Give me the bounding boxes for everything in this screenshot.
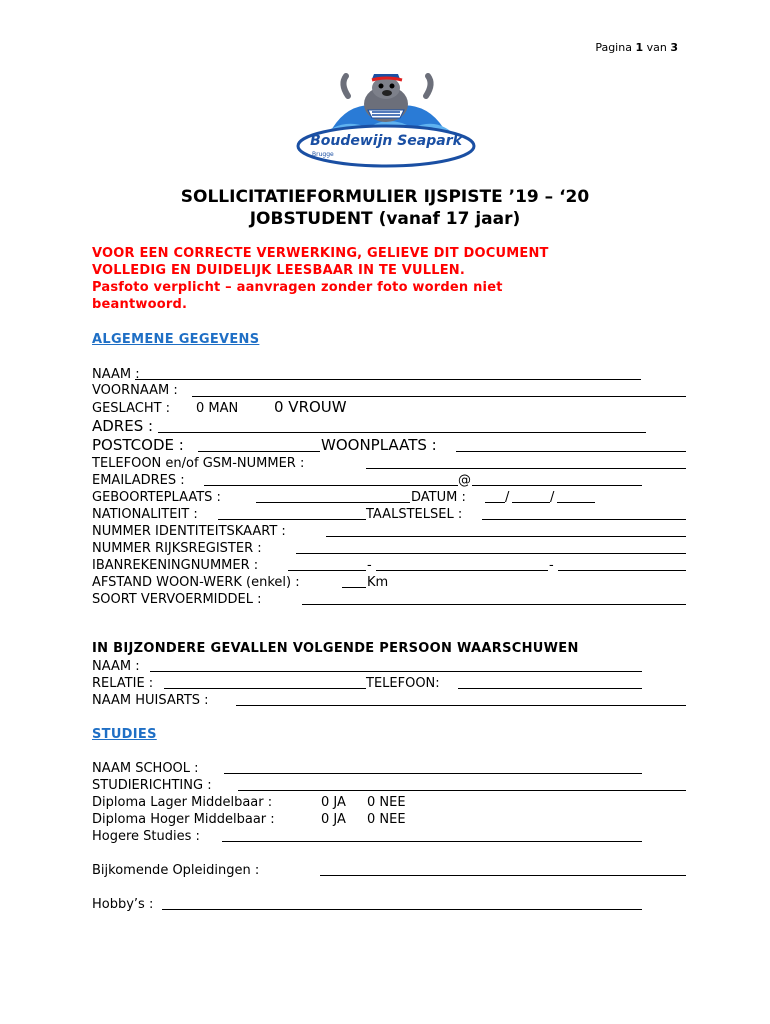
field-noodcontact-naam[interactable]: [150, 671, 642, 672]
label-studierichting: STUDIERICHTING :: [92, 778, 212, 793]
form-title: SOLLICITATIEFORMULIER IJSPISTE ’19 – ‘20 JOBSTUDENT (vanaf 17 jaar): [180, 187, 590, 229]
field-telefoon[interactable]: [366, 468, 686, 469]
field-huisarts[interactable]: [236, 705, 686, 706]
field-datum-dag[interactable]: [485, 502, 505, 503]
seapark-logo: [288, 66, 484, 170]
datum-slash-2: /: [550, 490, 555, 505]
field-voornaam[interactable]: [192, 396, 686, 397]
logo-wordmark: Boudewijn Seapark: [310, 133, 462, 149]
email-at-sign: @: [458, 473, 471, 488]
field-postcode[interactable]: [198, 451, 320, 452]
field-afstand[interactable]: [342, 587, 366, 588]
option-lager-nee[interactable]: 0 NEE: [367, 795, 406, 810]
label-datum: DATUM :: [411, 490, 466, 505]
field-datum-jaar[interactable]: [557, 502, 595, 503]
field-studierichting[interactable]: [238, 790, 686, 791]
label-huisarts: NAAM HUISARTS :: [92, 693, 209, 708]
unit-km: Km: [367, 575, 389, 590]
field-bijkomende[interactable]: [320, 875, 686, 876]
field-datum-maand[interactable]: [512, 502, 550, 503]
label-bijkomende: Bijkomende Opleidingen :: [92, 863, 260, 878]
field-iban-1[interactable]: [288, 570, 366, 571]
label-school: NAAM SCHOOL :: [92, 761, 199, 776]
label-naam: NAAM :: [92, 367, 140, 382]
label-email: EMAILADRES :: [92, 473, 185, 488]
option-vrouw[interactable]: 0 VROUW: [274, 398, 347, 416]
label-taalstelsel: TAALSTELSEL :: [366, 507, 463, 522]
label-diploma-lager: Diploma Lager Middelbaar :: [92, 795, 273, 810]
label-telefoon: TELEFOON en/of GSM-NUMMER :: [92, 456, 305, 471]
field-adres[interactable]: [158, 432, 646, 433]
iban-dash-1: -: [367, 558, 372, 573]
option-man[interactable]: 0 MAN: [196, 401, 239, 416]
label-relatie: RELATIE :: [92, 676, 154, 691]
field-taalstelsel[interactable]: [482, 519, 686, 520]
field-vervoer[interactable]: [302, 604, 686, 605]
field-email-user[interactable]: [204, 485, 458, 486]
option-hoger-nee[interactable]: 0 NEE: [367, 812, 406, 827]
field-geboorteplaats[interactable]: [256, 502, 410, 503]
label-vervoer: SOORT VERVOERMIDDEL :: [92, 592, 262, 607]
label-identiteitskaart: NUMMER IDENTITEITSKAART :: [92, 524, 286, 539]
label-geslacht: GESLACHT :: [92, 401, 171, 416]
label-hobbys: Hobby’s :: [92, 897, 154, 912]
label-adres: ADRES :: [92, 417, 154, 435]
label-hogere-studies: Hogere Studies :: [92, 829, 200, 844]
section-heading-emergency: IN BIJZONDERE GEVALLEN VOLGENDE PERSOON WAARSCHUWEN: [92, 641, 579, 656]
field-rijksregister[interactable]: [296, 553, 686, 554]
field-email-domain[interactable]: [472, 485, 642, 486]
section-heading-studies: STUDIES: [92, 727, 157, 742]
iban-dash-2: -: [549, 558, 554, 573]
warning-text: VOOR EEN CORRECTE VERWERKING, GELIEVE DIT DOCUMENT VOLLEDIG EN DUIDELIJK LEESBAAR IN TE VULLEN. Pasfoto verplicht – aanvragen zonder foto worden niet beantwoord.: [92, 246, 549, 312]
field-hobbys[interactable]: [162, 909, 642, 910]
label-geboorteplaats: GEBOORTEPLAATS :: [92, 490, 221, 505]
field-relatie[interactable]: [164, 688, 366, 689]
field-noodcontact-telefoon[interactable]: [458, 688, 642, 689]
label-rijksregister: NUMMER RIJKSREGISTER :: [92, 541, 262, 556]
label-noodcontact-telefoon: TELEFOON:: [366, 676, 440, 691]
label-iban: IBANREKENINGNUMMER :: [92, 558, 259, 573]
field-nationaliteit[interactable]: [218, 519, 366, 520]
logo-subtext: Brugge: [312, 151, 334, 158]
label-nationaliteit: NATIONALITEIT :: [92, 507, 198, 522]
page-number: Pagina 1 van 3: [595, 41, 678, 54]
label-diploma-hoger: Diploma Hoger Middelbaar :: [92, 812, 275, 827]
label-noodcontact-naam: NAAM :: [92, 659, 140, 674]
field-identiteitskaart[interactable]: [326, 536, 686, 537]
field-hogere-studies[interactable]: [222, 841, 642, 842]
field-school[interactable]: [224, 773, 642, 774]
option-lager-ja[interactable]: 0 JA: [321, 795, 346, 810]
datum-slash-1: /: [505, 490, 510, 505]
field-iban-2[interactable]: [376, 570, 548, 571]
field-iban-3[interactable]: [558, 570, 686, 571]
label-woonplaats: WOONPLAATS :: [321, 436, 437, 454]
option-hoger-ja[interactable]: 0 JA: [321, 812, 346, 827]
field-naam[interactable]: [135, 379, 641, 380]
label-voornaam: VOORNAAM :: [92, 383, 178, 398]
field-woonplaats[interactable]: [456, 451, 686, 452]
section-heading-general: ALGEMENE GEGEVENS: [92, 332, 260, 347]
label-postcode: POSTCODE :: [92, 436, 184, 454]
label-afstand: AFSTAND WOON-WERK (enkel) :: [92, 575, 300, 590]
